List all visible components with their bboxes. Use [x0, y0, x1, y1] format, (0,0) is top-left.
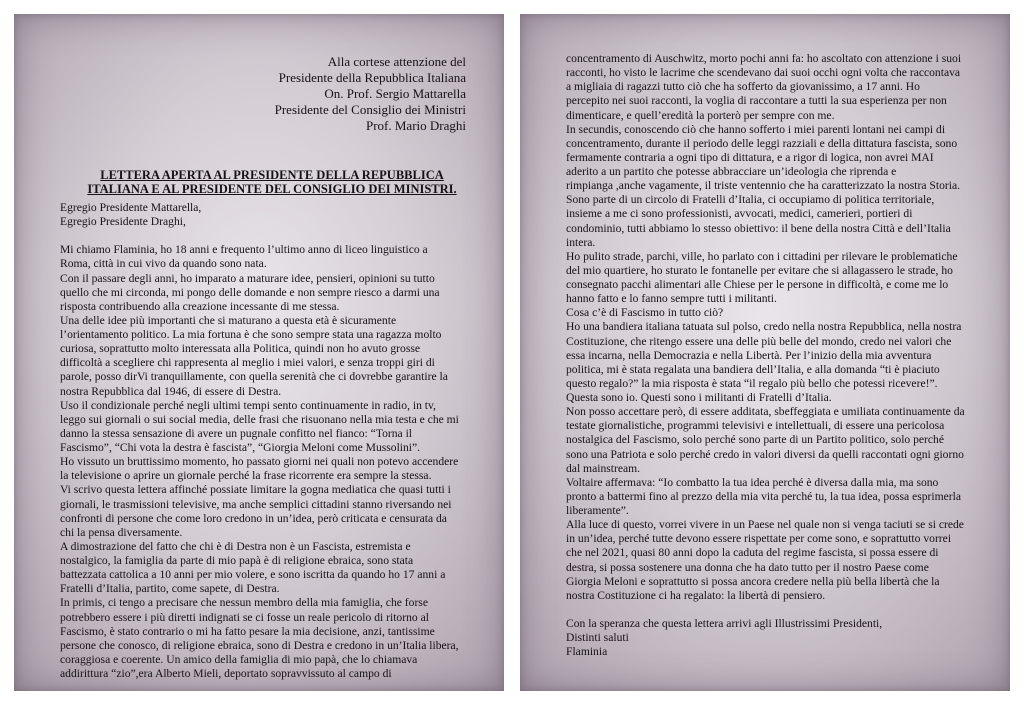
- text-line: Questa sono io. Questi sono i militanti di Fratelli d’Italia.: [566, 391, 832, 404]
- text-line: danno la stessa sensazione di avere un pugnale confitto nel fianco: “Torna il: [60, 426, 413, 440]
- text-line: leggo sui giornali o sui social media, delle frasi che risuonano nella mia testa e che mi: [60, 412, 459, 426]
- text-line: In secundis, conoscendo ciò che hanno sofferto i miei parenti lontani nei campi di: [566, 122, 946, 136]
- text-line: dal mainstream.: [566, 461, 641, 475]
- address-line: Presidente della Repubblica Italiana: [278, 70, 466, 85]
- recipient-address: [275, 54, 466, 134]
- text-line: Fascismo, è stato contrario o mi ha fatto pesare la mia decisione, anzi, tantissime: [60, 624, 435, 638]
- text-line: Giorgia Meloni e soprattutto si possa ancora credere nella più bella libertà che la: [566, 574, 940, 588]
- closing-line: Con la speranza che questa lettera arrivi agli Illustrissimi Presidenti,: [566, 616, 883, 630]
- text-line: aderito a un partito che potesse abbracciare un’ideologia che riprenda e: [566, 165, 897, 178]
- text-line: battezzata cattolica a 10 anni per mio volere, e sono iscritta da quando ho 17 anni a: [60, 568, 446, 582]
- paragraph-gap: [60, 229, 490, 243]
- address-line: Presidente del Consiglio dei Ministri: [274, 102, 466, 117]
- text-line: essa incarna, nella Democrazia e nella Libertà. Per l’inizio della mia avventura: [566, 348, 932, 362]
- text-line: condominio, tutti abbiamo lo stesso obiettivo: il bene della nostra Città e dell’Italia: [566, 221, 951, 235]
- text-line: a migliaia di ragazzi tutto ciò che ha sofferto da giovanissimo, a 17 anni. Ho: [566, 80, 920, 94]
- text-line: liberamente”.: [566, 504, 629, 517]
- text-line: consegnato pacchi alimentari alle Chiese per le persone in difficoltà, e come me lo: [566, 278, 949, 291]
- paragraph-gap: [566, 603, 996, 617]
- letter-body-page-1: [60, 201, 490, 681]
- text-line: nostalgica del Fascismo, solo perché sono parte di un Partito politico, solo perché: [566, 433, 945, 447]
- text-line: Mi chiamo Flaminia, ho 18 anni e frequento l’ultimo anno di liceo linguistico a: [60, 243, 428, 257]
- text-line: hanno fatto e lo fanno sempre tutti i militanti.: [566, 292, 777, 306]
- closing: [566, 617, 996, 659]
- text-line: Ho una bandiera italiana tatuata sul polso, credo nella nostra Repubblica, nella nostra: [566, 320, 962, 334]
- text-line: curiosa, soprattutto molto interessata alla Politica, quindi non ho avuto grosse: [60, 342, 420, 356]
- text-line: quello che mi circonda, mi pongo delle domande e non sempre riesco a darmi una: [60, 285, 440, 299]
- text-line: insieme a me ci sono professionisti, avvocati, medici, camerieri, portieri di: [566, 207, 913, 221]
- text-line: addirittura “zio”,era Alberto Mieli, deportato sopravvissuto al campo di: [60, 667, 392, 680]
- body-text-page-2: [566, 52, 996, 603]
- text-line: concentramento di Auschwitz, morto pochi anni fa: ho ascoltato con attenzione i suoi: [566, 52, 962, 65]
- address-line: Prof. Mario Draghi: [365, 118, 466, 133]
- closing-line: Distinti saluti: [566, 631, 629, 644]
- text-line: fermamente contraria a ogni tipo di dittatura, e a rigor di logica, non avrei MAI: [566, 150, 934, 164]
- text-line: Fascismo”, “Chi vota la destra è fascista”, “Giorgia Meloni come Mussolini”.: [60, 441, 421, 454]
- text-line: destra, si possa sostenere una donna che ha dato tutto per il nostro Paese come: [566, 560, 929, 574]
- text-line: risposta contribuendo alla creazione incessante di me stessa.: [60, 299, 340, 313]
- text-line: racconti, ho visto le lacrime che scendevano dai suoi occhi ogni volta che raccontava: [566, 66, 961, 80]
- text-line: Cosa c’è di Fascismo in tutto ciò?: [566, 306, 724, 320]
- text-line: Non posso accettare però, di essere additata, sbeffeggiata e umiliata continuamente da: [566, 405, 965, 419]
- subject-line: LETTERA APERTA AL PRESIDENTE DELLA REPUBBLICA: [100, 168, 444, 182]
- body-text-page-1: [60, 243, 490, 681]
- text-line: persone che conosco, di religione ebraica, sono di Destra e credono in un’Italia libera,: [60, 638, 459, 652]
- text-line: Roma, città in cui vivo da quando sono nata.: [60, 257, 267, 271]
- subject-line: ITALIANA E AL PRESIDENTE DEL CONSIGLIO DEI MINISTRI.: [87, 182, 457, 196]
- text-line: nostalgico, la famiglia da parte di mio papà è di religione ebraica, sono stata: [60, 554, 414, 567]
- text-line: rimpianga ,anche vagamente, il triste ventennio che ha caratterizzato la nostra Storia.: [566, 179, 961, 193]
- text-line: Costituzione, che ritengo essere una delle più belle del mondo, credo nei valori che: [566, 334, 952, 348]
- text-line: Ho vissuto un bruttissimo momento, ho passato giorni nei quali non potevo accendere: [60, 455, 459, 469]
- text-line: nostra Costituzione ci ha regalato: la libertà di pensiero.: [566, 588, 826, 602]
- greeting-line: Egregio Presidente Draghi,: [60, 215, 186, 229]
- text-line: A dimostrazione del fatto che chi è di Destra non è un Fascista, estremista e: [60, 539, 411, 553]
- text-line: concentramento, durante il periodo delle leggi razziali e della dittatura fascista, sono: [566, 136, 958, 150]
- text-line: sono una Patriota e solo perché credo in valori diversi da quelli raccontati ogni giorno: [566, 447, 964, 461]
- text-line: questo regalo?” la mia risposta è stata “il regalo più bello che potessi ricevere!”.: [566, 376, 938, 390]
- text-line: potrebbero essere i più diretti indignati se ci fosse un reale pericolo di ritorno al: [60, 610, 429, 624]
- text-line: Alla luce di questo, vorrei vivere in un Paese nel quale non si venga taciuti se si crede: [566, 518, 964, 532]
- text-line: in un’idea, perché tutte devono essere rispettate per come sono, e soprattutto vorrei: [566, 532, 952, 546]
- text-line: del mio quartiere, ho sturato le fontanelle per evitare che si allagassero le strade, ho: [566, 263, 953, 277]
- text-line: Vi scrivo questa lettera affinché possiate limitare la gogna mediatica che quasi tutti i: [60, 483, 451, 497]
- letter-page-2: [520, 14, 1010, 691]
- text-line: confronti di persone che come loro credono in un’idea, però criticata e censurata da: [60, 511, 447, 525]
- text-line: politica, mi è stata regalata una bandiera dell’Italia, e alla domanda “ti è piaciuto: [566, 362, 940, 376]
- text-line: testate giornalistiche, programmi televisivi e intellettuali, di essere una pericolosa: [566, 419, 945, 433]
- letter-page-1: [14, 14, 504, 691]
- greeting: [60, 201, 490, 229]
- text-line: intera.: [566, 235, 596, 249]
- letter-subject: [82, 168, 462, 196]
- greeting-line: Egregio Presidente Mattarella,: [60, 201, 202, 214]
- closing-line: Flaminia: [566, 645, 608, 659]
- text-line: dimenticare, e quell’eredità la porterò per sempre con me.: [566, 108, 835, 122]
- text-line: Una delle idee più importanti che si maturano a questa età è sicuramente: [60, 313, 397, 327]
- letter-body-page-2: [566, 52, 996, 659]
- text-line: la televisione o aprire un giornale perché la frase ricorrente era sempre la stessa.: [60, 469, 432, 483]
- text-line: coraggiosa e coerente. Un amico della famiglia di mio papà, che lo chiamava: [60, 652, 418, 666]
- text-line: Con il passare degli anni, ho imparato a maturare idee, pensieri, opinioni su tutto: [60, 271, 435, 285]
- text-line: In primis, ci tengo a precisare che nessun membro della mia famiglia, che forse: [60, 596, 428, 610]
- text-line: Fratelli d’Italia, partito, come sapete, di Destra.: [60, 582, 280, 596]
- text-line: parole, posso dirVi tranquillamente, con quella serenità che ci dovrebbe garantire la: [60, 370, 448, 384]
- text-line: pronto a battermi fino al prezzo della mia vita perché tu, la tua idea, possa esprimerla: [566, 489, 961, 503]
- text-line: Sono parte di un circolo di Fratelli d’Italia, ci occupiamo di politica territoriale,: [566, 193, 935, 207]
- text-line: l’orientamento politico. La mia fortuna è che sono sempre stata una ragazza molto: [60, 328, 442, 341]
- address-line: On. Prof. Sergio Mattarella: [324, 86, 466, 101]
- text-line: Ho pulito strade, parchi, ville, ho parlato con i cittadini per rilevare le problematiche: [566, 249, 958, 263]
- text-line: che nel 2021, quasi 80 anni dopo la caduta del regime fascista, si possa essere di: [566, 546, 939, 560]
- text-line: percepito nei suoi racconti, la voglia di raccontare a tutti la sua esperienza per non: [566, 94, 947, 108]
- text-line: Voltaire affermava: “Io combatto la tua idea perché è diversa dalla mia, ma sono: [566, 475, 939, 489]
- text-line: Uso il condizionale perché negli ultimi tempi sento continuamente in radio, in tv,: [60, 398, 436, 412]
- address-line: Alla cortese attenzione del: [327, 54, 466, 69]
- text-line: nostra Repubblica dal 1946, di essere di Destra.: [60, 384, 282, 398]
- text-line: giornali, le trasmissioni televisive, ma anche semplici cittadini stanno riversando nei: [60, 497, 452, 511]
- text-line: chi la pensa diversamente.: [60, 525, 183, 539]
- text-line: difficoltà a scegliere chi rappresenta al meglio i miei valori, e senza troppi giri di: [60, 356, 435, 370]
